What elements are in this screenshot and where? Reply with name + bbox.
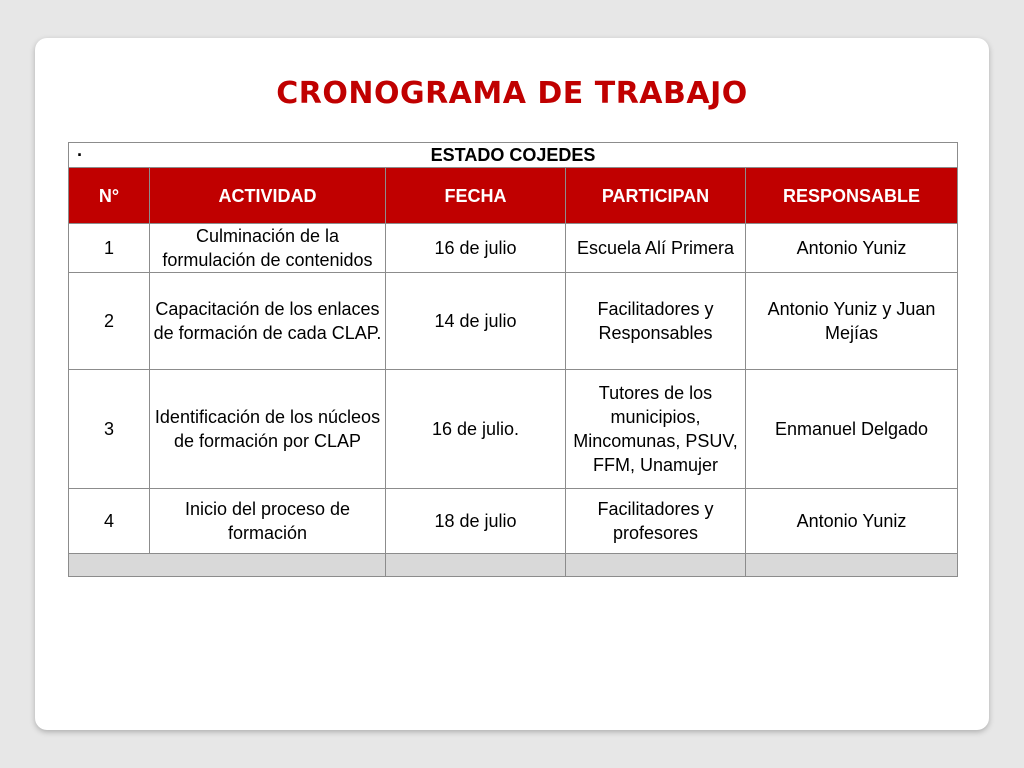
- cell-actividad: Culminación de la formulación de contenidos: [150, 224, 386, 273]
- cell-num: 4: [69, 489, 150, 554]
- table-row: [69, 273, 958, 370]
- empty-cell: [746, 554, 958, 577]
- header-row: [69, 168, 958, 224]
- cell-responsable: Enmanuel Delgado: [746, 370, 958, 489]
- cell-actividad: Identificación de los núcleos de formación por CLAP: [150, 370, 386, 489]
- empty-cell: [566, 554, 746, 577]
- empty-cell: [386, 554, 566, 577]
- cell-num: 2: [69, 273, 150, 370]
- empty-row: [69, 554, 958, 577]
- header-actividad: ACTIVIDAD: [150, 168, 386, 224]
- cell-actividad: Capacitación de los enlaces de formación de cada CLAP.: [150, 273, 386, 370]
- cell-participan: Facilitadores y profesores: [566, 489, 746, 554]
- state-name: ESTADO COJEDES: [430, 145, 596, 165]
- cell-fecha: 16 de julio: [386, 224, 566, 273]
- cell-responsable: Antonio Yuniz: [746, 224, 958, 273]
- header-fecha: FECHA: [386, 168, 566, 224]
- cell-participan: Facilitadores y Responsables: [566, 273, 746, 370]
- cell-fecha: 14 de julio: [386, 273, 566, 370]
- cell-num: 3: [69, 370, 150, 489]
- state-marker: ·: [77, 145, 83, 165]
- table-row: [69, 224, 958, 273]
- empty-cell: [69, 554, 386, 577]
- state-row: [69, 143, 958, 168]
- cell-responsable: Antonio Yuniz y Juan Mejías: [746, 273, 958, 370]
- schedule-table: [68, 142, 958, 577]
- cell-fecha: 16 de julio.: [386, 370, 566, 489]
- cell-actividad: Inicio del proceso de formación: [150, 489, 386, 554]
- cell-participan: Escuela Alí Primera: [566, 224, 746, 273]
- page-title: CRONOGRAMA DE TRABAJO: [276, 76, 748, 111]
- header-responsable: RESPONSABLE: [746, 168, 958, 224]
- cell-participan: Tutores de los municipios, Mincomunas, PSUV, FFM, Unamujer: [566, 370, 746, 489]
- cell-num: 1: [69, 224, 150, 273]
- header-num: N°: [69, 168, 150, 224]
- state-cell: [69, 143, 958, 168]
- table-row: [69, 489, 958, 554]
- cell-responsable: Antonio Yuniz: [746, 489, 958, 554]
- table-row: [69, 370, 958, 489]
- cell-fecha: 18 de julio: [386, 489, 566, 554]
- header-participan: PARTICIPAN: [566, 168, 746, 224]
